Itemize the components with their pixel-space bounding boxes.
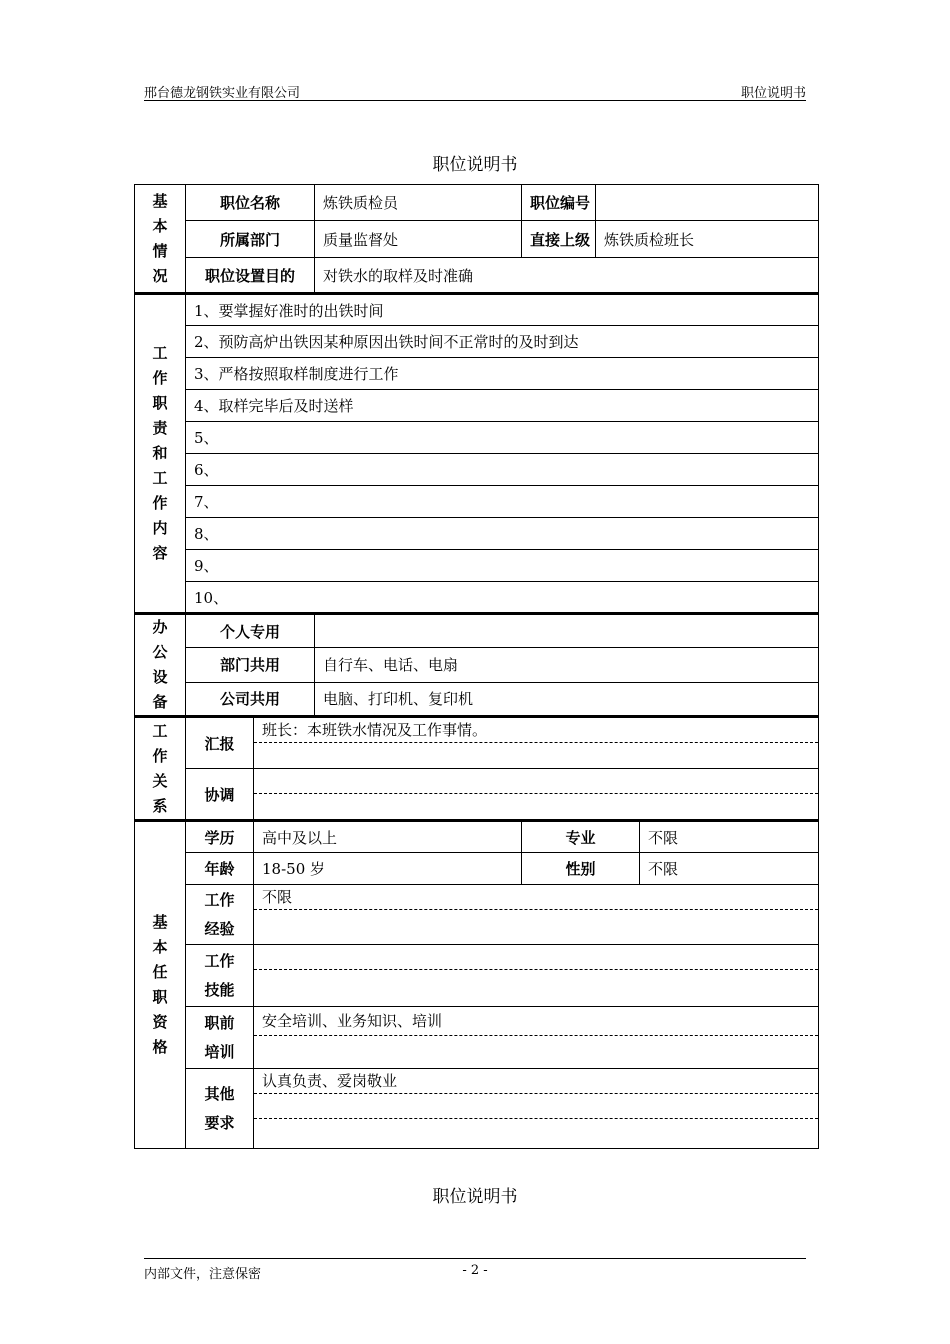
equipment-value: 自行车、电话、电扇: [315, 648, 819, 682]
confidential-note: 内部文件，注意保密: [144, 1267, 262, 1282]
page-header: [144, 82, 806, 101]
training-line: [254, 1036, 818, 1061]
duty-row: [135, 390, 819, 422]
major-value: 不限: [640, 821, 819, 853]
position-name-value: 炼铁质检员: [315, 185, 522, 221]
other-line: 认真负责、爱岗敬业: [254, 1069, 818, 1094]
age-label: 年龄: [186, 853, 254, 885]
page-footer: [144, 1258, 806, 1282]
duty-item: 9、: [186, 550, 819, 582]
duty-row: [135, 326, 819, 358]
position-name-label: 职位名称: [186, 185, 315, 221]
coord-content: [254, 769, 819, 821]
training-row: [135, 1007, 819, 1069]
equipment-value: 电脑、打印机、复印机: [315, 682, 819, 716]
other-line: [254, 1119, 818, 1144]
supervisor-value: 炼铁质检班长: [596, 221, 819, 258]
experience-line: 不限: [254, 885, 818, 910]
duty-item: 6、: [186, 454, 819, 486]
duty-item: 2、预防高炉出铁因某种原因出铁时间不正常时的及时到达: [186, 326, 819, 358]
next-page-title: 职位说明书: [432, 1187, 518, 1207]
header-doc-type: 职位说明书: [740, 86, 806, 101]
duty-item: 10、: [186, 582, 819, 614]
section-work-relations: 工 作 关 系: [135, 717, 186, 821]
equipment-label: 公司共用: [186, 682, 315, 716]
major-label: 专业: [522, 821, 640, 853]
duty-row: [135, 422, 819, 454]
report-label: 汇报: [186, 717, 254, 769]
purpose-value: 对铁水的取样及时准确: [315, 258, 819, 294]
equipment-value: [315, 614, 819, 648]
gender-label: 性别: [522, 853, 640, 885]
other-label: 其他 要求: [186, 1069, 254, 1149]
other-row: [135, 1069, 819, 1149]
other-content: [254, 1069, 819, 1149]
section-basic-info: 基 本 情 况: [135, 185, 186, 294]
duty-row: [135, 454, 819, 486]
skills-line: [254, 970, 818, 995]
department-label: 所属部门: [186, 221, 315, 258]
report-content: [254, 717, 819, 769]
page-title: 职位说明书: [432, 155, 518, 175]
training-line: 安全培训、业务知识、培训: [254, 1007, 818, 1036]
job-description-table: [134, 184, 819, 1149]
duty-item: 7、: [186, 486, 819, 518]
equipment-row: [135, 614, 819, 648]
row-department: [135, 221, 819, 258]
relation-coord-row: [135, 769, 819, 821]
duty-row: [135, 358, 819, 390]
experience-content: [254, 885, 819, 945]
coord-line: [254, 794, 818, 819]
duty-row: [135, 582, 819, 614]
education-value: 高中及以上: [254, 821, 522, 853]
section-qualifications: 基 本 任 职 资 格: [135, 821, 186, 1149]
age-value: 18-50 岁: [254, 853, 522, 885]
equipment-label: 个人专用: [186, 614, 315, 648]
equipment-row: [135, 682, 819, 716]
supervisor-label: 直接上级: [522, 221, 596, 258]
department-value: 质量监督处: [315, 221, 522, 258]
company-name: 邢台德龙钢铁实业有限公司: [144, 86, 301, 101]
page-number: - 2 -: [462, 1263, 488, 1278]
skills-line: [254, 945, 818, 970]
duty-item: 5、: [186, 422, 819, 454]
duty-row: [135, 518, 819, 550]
duty-item: 4、取样完毕后及时送样: [186, 390, 819, 422]
equipment-row: [135, 648, 819, 682]
row-position-name: [135, 185, 819, 221]
duty-row: [135, 486, 819, 518]
equipment-label: 部门共用: [186, 648, 315, 682]
skills-row: [135, 945, 819, 1007]
section-office-equipment: 办 公 设 备: [135, 614, 186, 717]
training-content: [254, 1007, 819, 1069]
training-label: 职前 培训: [186, 1007, 254, 1069]
other-line: [254, 1094, 818, 1119]
experience-label: 工作 经验: [186, 885, 254, 945]
experience-line: [254, 910, 818, 935]
relation-report-row: [135, 717, 819, 769]
education-label: 学历: [186, 821, 254, 853]
duty-row: [135, 294, 819, 326]
skills-content: [254, 945, 819, 1007]
age-row: [135, 853, 819, 885]
education-row: [135, 821, 819, 853]
report-line: [254, 743, 818, 768]
duty-item: 8、: [186, 518, 819, 550]
experience-row: [135, 885, 819, 945]
row-purpose: [135, 258, 819, 294]
position-code-label: 职位编号: [522, 185, 596, 221]
duty-row: [135, 550, 819, 582]
report-line: 班长：本班铁水情况及工作事情。: [254, 718, 818, 743]
coord-line: [254, 769, 818, 794]
coord-label: 协调: [186, 769, 254, 821]
gender-value: 不限: [640, 853, 819, 885]
position-code-value: [596, 185, 819, 221]
duty-item: 1、要掌握好准时的出铁时间: [186, 294, 819, 326]
purpose-label: 职位设置目的: [186, 258, 315, 294]
skills-label: 工作 技能: [186, 945, 254, 1007]
section-duties: 工 作 职 责 和 工 作 内 容: [135, 294, 186, 614]
duty-item: 3、严格按照取样制度进行工作: [186, 358, 819, 390]
